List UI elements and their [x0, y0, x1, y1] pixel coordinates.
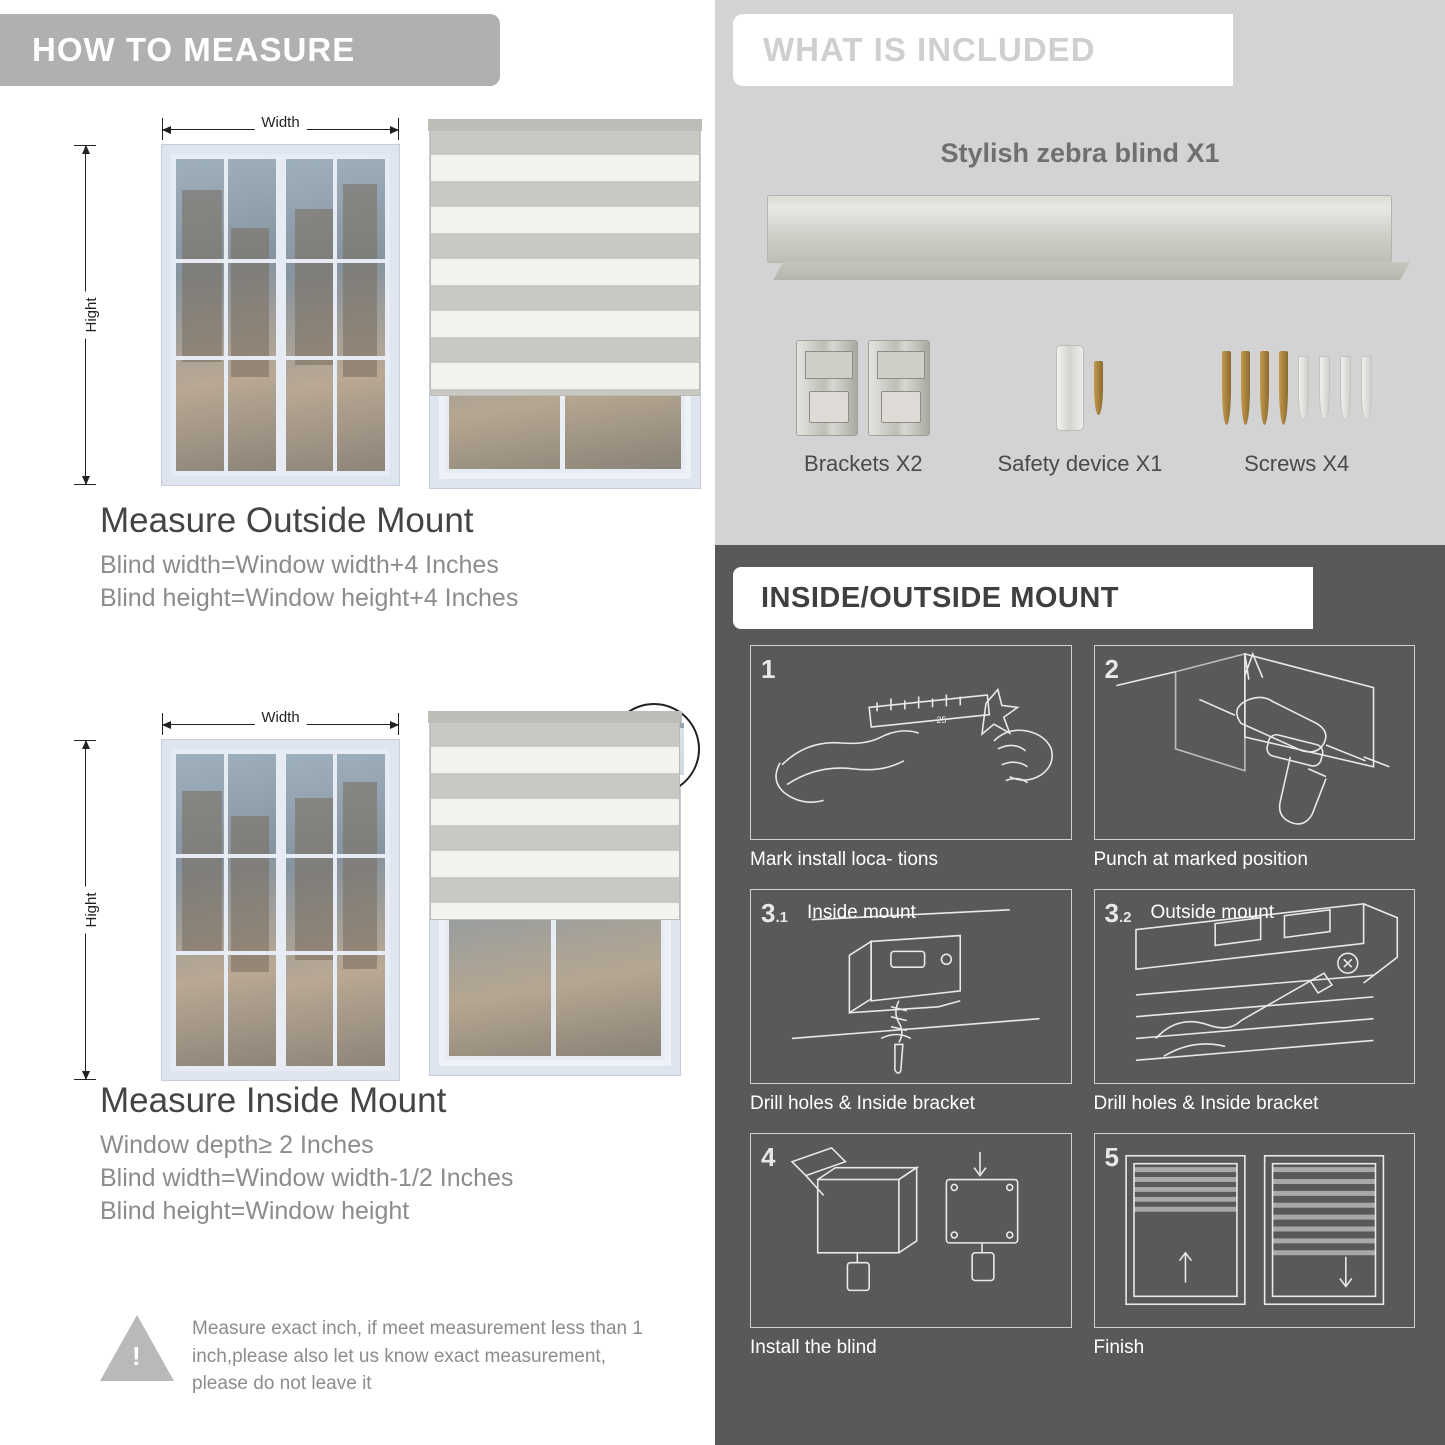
zebra-blind-fabric [430, 720, 680, 920]
bracket-label: Brackets X2 [804, 451, 923, 476]
mount-step-4 [750, 1133, 1072, 1359]
tick-icon [162, 713, 163, 735]
window-pane-left [171, 749, 281, 1071]
mount-step-1 [750, 645, 1072, 871]
inside-mount-diagram [62, 695, 702, 1075]
blind-headrail-icon [428, 711, 682, 723]
tick-icon [74, 145, 96, 146]
how-to-measure-title: HOW TO MEASURE [32, 31, 356, 68]
step-caption: Drill holes & Inside bracket [750, 1093, 975, 1114]
step-number: 3.1 [761, 898, 788, 928]
inside-height-label: Hight [83, 886, 100, 933]
step-caption: Finish [1093, 1337, 1145, 1358]
warning-triangle-icon [100, 1315, 174, 1381]
power-drill-icon [1095, 646, 1415, 839]
screw-icon [1188, 330, 1405, 445]
outside-width-label: Width [254, 114, 306, 131]
outside-mount-diagram [62, 100, 702, 495]
step-caption: Drill holes & Inside bracket [1093, 1093, 1319, 1114]
outside-mount-block [0, 100, 715, 617]
tick-icon [398, 713, 399, 735]
how-to-measure-panel [0, 0, 715, 1445]
inside-outside-mount-panel [715, 545, 1445, 1445]
inside-height-dimension [74, 740, 101, 1080]
finished-blind-icon [1095, 1134, 1415, 1327]
window-pane-right [281, 154, 391, 476]
inside-outside-mount-title: INSIDE/OUTSIDE MOUNT [761, 581, 1120, 614]
outside-mount-line-2: Blind height=Window height+4 Inches [100, 584, 519, 612]
outside-mount-blind-illustration [430, 128, 700, 488]
inside-mount-blind-illustration [430, 720, 680, 1075]
tick-icon [74, 484, 96, 485]
included-part-safety-device [972, 330, 1189, 477]
included-part-brackets [755, 330, 972, 477]
window-pane-right [281, 749, 391, 1071]
tick-icon [162, 118, 163, 140]
what-is-included-banner [733, 14, 1233, 86]
included-part-screws [1188, 330, 1405, 477]
inside-mount-block [0, 695, 715, 1230]
step-subtitle: Outside mount [1150, 902, 1275, 923]
blind-headrail-icon [428, 119, 702, 131]
step-caption: Mark install loca- tions [750, 849, 938, 870]
included-parts-list [755, 330, 1405, 477]
tick-icon [74, 740, 96, 741]
outside-height-dimension [74, 145, 101, 485]
mount-step-3-2 [1094, 889, 1416, 1115]
install-blind-icon [751, 1134, 1071, 1327]
step-number: 5 [1104, 1142, 1119, 1172]
outside-mount-line-1: Blind width=Window width+4 Inches [100, 551, 499, 579]
inside-width-label: Width [254, 709, 306, 726]
step-subtitle: Inside mount [807, 902, 916, 923]
zebra-blind-fabric [430, 128, 700, 396]
inside-mount-title: Measure Inside Mount [100, 1081, 447, 1120]
what-is-included-title: WHAT IS INCLUDED [763, 31, 1096, 68]
tick-icon [74, 1079, 96, 1080]
step-caption: Punch at marked position [1093, 849, 1308, 870]
window-illustration [162, 740, 399, 1080]
mount-step-5 [1094, 1133, 1416, 1359]
hand-measuring-tape-icon [751, 646, 1071, 839]
step-number: 3.2 [1104, 898, 1132, 928]
how-to-measure-banner [0, 14, 500, 86]
inside-width-dimension [162, 709, 399, 735]
window-illustration [162, 145, 399, 485]
inside-outside-mount-banner [733, 567, 1313, 629]
step-number: 4 [761, 1142, 776, 1172]
step-number: 2 [1104, 654, 1119, 684]
main-item-label: Stylish zebra blind X1 [940, 138, 1220, 168]
what-is-included-panel [715, 0, 1445, 545]
zebra-blind-headrail-image [767, 195, 1392, 263]
window-pane-left [171, 154, 281, 476]
safety-device-label: Safety device X1 [997, 451, 1163, 476]
mount-step-3-1 [750, 889, 1072, 1115]
measurement-note-text: Measure exact inch, if meet measurement less than 1 inch,please also let us know exact measurement, please do not leave it [192, 1318, 643, 1395]
screws-label: Screws X4 [1244, 451, 1350, 476]
step-caption: Install the blind [750, 1337, 877, 1358]
safety-device-icon [972, 330, 1189, 445]
right-column [715, 0, 1445, 1445]
inside-mount-line-3: Blind height=Window height [100, 1197, 410, 1225]
outside-height-label: Hight [83, 291, 100, 338]
outside-mount-title: Measure Outside Mount [100, 501, 474, 540]
outside-width-dimension [162, 114, 399, 140]
mount-step-2 [1094, 645, 1416, 871]
inside-mount-line-1: Window depth≥ 2 Inches [100, 1131, 374, 1159]
bracket-icon [755, 330, 972, 445]
tick-icon [398, 118, 399, 140]
mount-steps [750, 645, 1415, 1359]
inside-mount-line-2: Blind width=Window width-1/2 Inches [100, 1164, 514, 1192]
measurement-note [100, 1315, 660, 1398]
step-number: 1 [761, 654, 776, 684]
svg-text:25: 25 [936, 715, 947, 726]
